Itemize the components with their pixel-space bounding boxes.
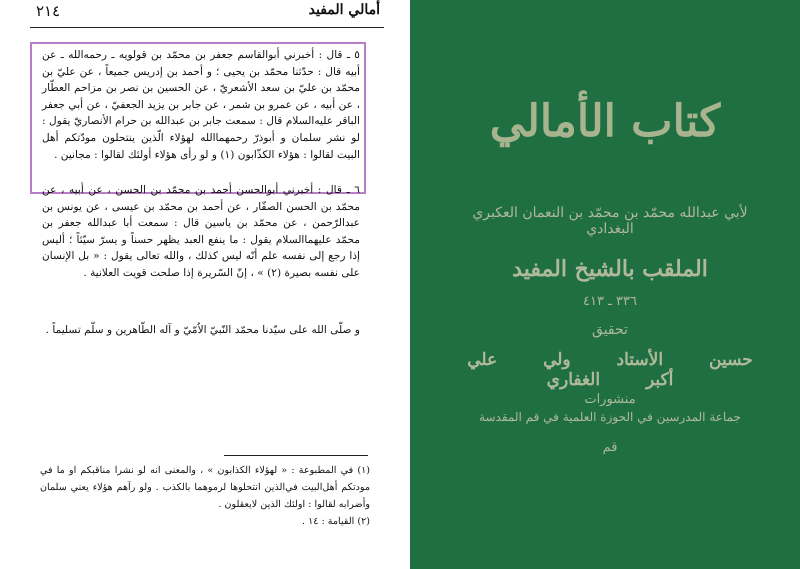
footnote-2: (٢) القيامة : ١٤ . bbox=[302, 516, 370, 527]
hadith-paragraph-6: ٦ ـ قال : أخبرني أبوالحسن أحمد بن محمّد بن الحسن ، عن أبيه ، عن محمّد بن الحسن الصفّار ، عن أحمد بن محمّد بن عيسى ، عن يونس بن عبدالرّحمن ، عن محمّد بن ياسين قال : سمعت أبا عبدالله جعفر بن محمّد عليهما‌السلام يقول : ما ينفع العبد يظهر حسناً و يسرّ سيّئاً ؛ أليس إذا رجع إلى نفسه علم أنّه ليس كذلك ، والله تعالى يقول : « بل الإنسان على نفسه بصيرة (٢) » ، إنّ السّريرة إذا صلحت قويت العلانية . bbox=[42, 184, 360, 279]
cover-dates: ٣٣٦ ـ ٤١٣ bbox=[583, 294, 637, 309]
cover-editors-label: تحقيق bbox=[592, 322, 628, 338]
cover-city: قم bbox=[602, 440, 618, 455]
cover-author-name: الملقب بالشيخ المفيد bbox=[512, 256, 708, 282]
closing-paragraph: و صلّى الله على سيّدنا محمّد النّبيّ الاُمّيّ و آله الطّاهرين و سلّم تسليماً . bbox=[45, 324, 360, 336]
footnotes bbox=[40, 462, 370, 530]
running-title: أمالي المفيد bbox=[308, 2, 380, 18]
cover-author-line: لأبي عبدالله محمّد بن محمّد بن النعمان العكبري البغدادي bbox=[472, 205, 748, 237]
footnote-1: (١) في المطبوعة : « لهؤلاء الكذابون » ، والمعنى انه لو نشرا مناقبكم او ما في مودتكم أهل‌البيت في‌الذين انتحلوها لرموهما بالكذب . ولو رآهم هؤلاء يعني سلمان وأضرابه لقالوا : اولئك الذين لايعقلون . bbox=[40, 465, 370, 510]
cover-editors: حسين الأستاد ولي علي أكبر الغفاري bbox=[467, 350, 753, 390]
cover-title: كتاب الأمالي bbox=[489, 96, 721, 147]
footnote-rule bbox=[224, 455, 368, 456]
book-cover bbox=[410, 0, 800, 569]
cover-publisher: جماعة المدرسين في الحوزة العلمية في قم المقدسة bbox=[479, 410, 741, 424]
header-rule bbox=[30, 27, 384, 28]
cover-publisher-label: منشورات bbox=[584, 392, 636, 407]
page-number: ٢١٤ bbox=[36, 2, 61, 20]
hadith-paragraph-5: ٥ ـ قال : أخبرني أبوالقاسم جعفر بن محمّد بن قولويه ـ رحمه‌الله ـ عن أبيه قال : حدّثنا محمّد بن يحيى ؛ و أحمد بن إدريس جميعاً ، عن عليّ بن محمّد بن عليّ بن سعد الأشعريّ ، عن الحسين بن نصر بن مزاحم العطّار ، عن أبيه ، عن عمرو بن شمر ، عن جابر بن يزيد الجعفيّ ، عن أبي جعفر الباقر عليه‌السلام قال : سمعت جابر بن عبدالله بن حرام الأنصاريّ يقول : لو نشر سلمان و أبوذرّ رحمهماالله لهؤلاء الّذين ينتحلون مودّتكم أهل البيت لقالوا : هؤلاء الكذّابون (١) و لو رأى هؤلاء أولئك لقالوا : مجانين . bbox=[42, 49, 360, 161]
